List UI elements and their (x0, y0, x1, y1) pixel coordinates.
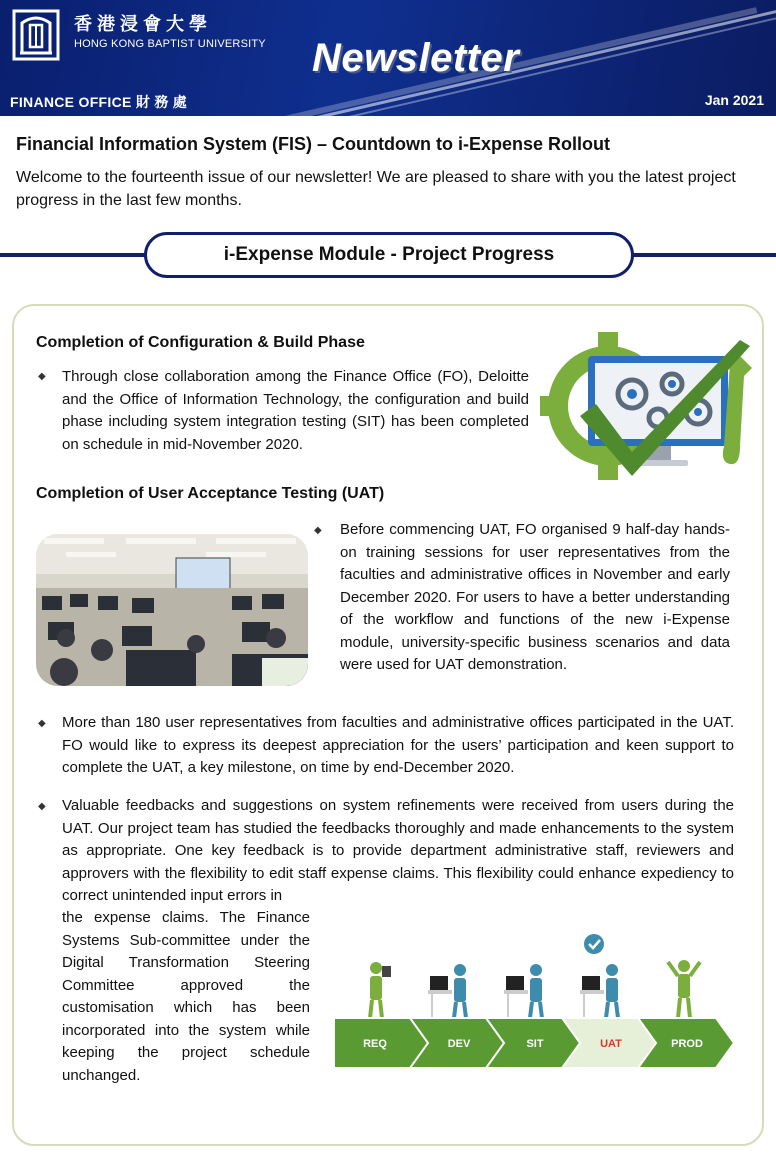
build-phase-heading: Completion of Configuration & Build Phase (36, 334, 365, 351)
uat-training-text: Before commencing UAT, FO organised 9 half-day hands-on training sessions for user representatives from the faculties and administrative offices in November and early December 2020. For users to have a better understanding of the workflow and functions of the new i-Expense module, university-specific business scenarios and data were used for UAT demonstration. (340, 521, 730, 673)
project-stages-graphic (334, 932, 742, 1078)
university-name-english: HONG KONG BAPTIST UNIVERSITY (74, 38, 266, 50)
stage-label-sit: SIT (526, 1038, 544, 1050)
training-room-photo (36, 534, 308, 686)
section-title: i-Expense Module - Project Progress (223, 244, 555, 265)
uat-feedback-text-continued: the expense claims. The Finance Systems Sub-committee under the Digital Transformation Steering Committee approved the customisation which has been incorporated into the system while keeping the project schedule unchanged. (62, 909, 310, 1084)
office-name: FINANCE OFFICE 財 務 處 (10, 94, 188, 110)
newsletter-banner (0, 0, 776, 116)
university-name-chinese: 香港浸會大學 (74, 14, 212, 34)
uat-heading: Completion of User Acceptance Testing (UAT) (36, 485, 385, 502)
stage-label-dev: DEV (447, 1038, 471, 1050)
stage-figure-icon (668, 960, 700, 1018)
university-logo-icon (12, 9, 60, 61)
bullet-diamond-icon: ◆ (314, 525, 322, 536)
stage-label-prod: PROD (671, 1038, 703, 1050)
stage-figure-icon (428, 964, 466, 1018)
finance-office-bar (0, 90, 776, 112)
bullet-diamond-icon: ◆ (38, 718, 46, 729)
bullet-diamond-icon: ◆ (38, 801, 46, 812)
section-title-pill (144, 232, 634, 278)
newsletter-title: Newsletter (312, 36, 520, 80)
stage-label-req: REQ (363, 1038, 387, 1050)
issue-date: Jan 2021 (704, 92, 764, 108)
stage-label-uat: UAT (600, 1038, 622, 1050)
stage-figure-icon (504, 964, 542, 1018)
bullet-diamond-icon: ◆ (38, 371, 46, 382)
stage-figure-icon (370, 962, 391, 1018)
newsletter-headline: Financial Information System (FIS) – Countdown to i-Expense Rollout (16, 134, 611, 154)
build-phase-text: Through close collaboration among the Finance Office (FO), Deloitte and the Office of Information Technology, the configuration and build phase including system integration testing (SIT) has been completed on schedule in mid-November 2020. (62, 368, 529, 453)
uat-feedback-text: Valuable feedbacks and suggestions on system refinements were received from users during the UAT. Our project team has studied the feedbacks thoroughly and made enhancements to the system as appropriate. One key feedback is to provide department administrative staff, reviewers and approvers with the flexibility to edit staff expense claims. This flexibility could enhance expediency to correct unintended input errors in (62, 797, 734, 904)
stage-figure-icon (580, 934, 618, 1018)
welcome-paragraph: Welcome to the fourteenth issue of our newsletter! We are pleased to share with you the latest project progress in the last few months. (16, 169, 736, 209)
gear-checkmark-illustration-icon (540, 326, 762, 496)
uat-participation-text: More than 180 user representatives from faculties and administrative offices participated in the UAT. FO would like to express its deepest appreciation for the users’ participation and keen support to complete the UAT, a key milestone, on time by end-December 2020. (62, 714, 734, 776)
